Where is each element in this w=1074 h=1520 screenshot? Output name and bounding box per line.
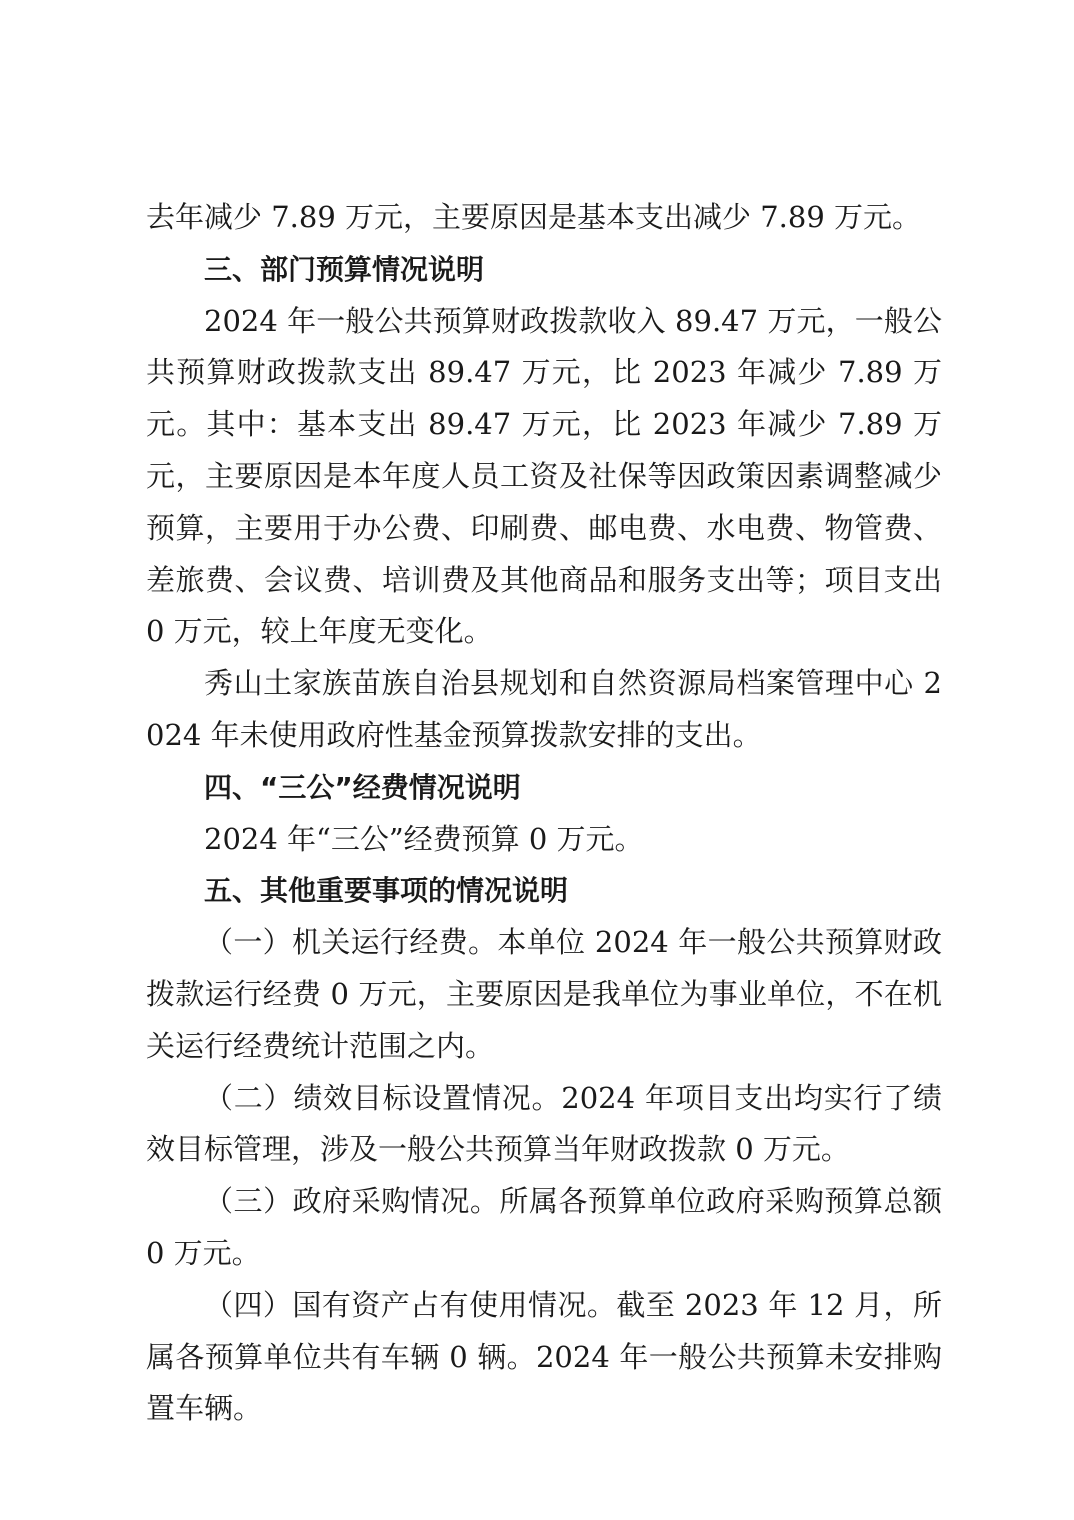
paragraph-item-1: （一）机关运行经费。本单位 2024 年一般公共预算财政拨款运行经费 0 万元，主要原因是我单位为事业单位，不在机关运行经费统计范围之内。 (146, 925, 942, 1063)
document-body (146, 192, 942, 1435)
paragraph-item-4: （四）国有资产占有使用情况。截至 2023 年 12 月，所属各预算单位共有车辆 0 辆。2024 年一般公共预算未安排购置车辆。 (146, 1287, 942, 1426)
paragraph-item-3: （三）政府采购情况。所属各预算单位政府采购预算总额 0 万元。 (146, 1184, 942, 1270)
paragraph-continuation: 去年减少 7.89 万元，主要原因是基本支出减少 7.89 万元。 (146, 200, 922, 234)
paragraph-government-fund: 秀山土家族苗族自治县规划和自然资源局档案管理中心 2024 年未使用政府性基金预算拨款安排的支出。 (146, 666, 942, 752)
section-heading-5: 五、其他重要事项的情况说明 (204, 874, 569, 908)
section-heading-3: 三、部门预算情况说明 (204, 252, 485, 286)
paragraph-budget: 2024 年一般公共预算财政拨款收入 89.47 万元，一般公共预算财政拨款支出 89.47 万元，比 2023 年减少 7.89 万元。其中：基本支出 89.47 万元，比 2023 年减少 7.89 万元，主要原因是本年度人员工资及社保等因政策因素调整减少预算，主要用于办公费、印刷费、邮电费、水电费、物管费、差旅费、会议费、培训费及其他商品和服务支出等；项目支出 0 万元，较上年度无变化。 (146, 303, 942, 649)
section-heading-4: 四、“三公”经费情况说明 (204, 770, 521, 804)
paragraph-sangong: 2024 年“三公”经费预算 0 万元。 (204, 821, 644, 856)
paragraph-item-2: （二）绩效目标设置情况。2024 年项目支出均实行了绩效目标管理，涉及一般公共预算当年财政拨款 0 万元。 (146, 1080, 942, 1167)
